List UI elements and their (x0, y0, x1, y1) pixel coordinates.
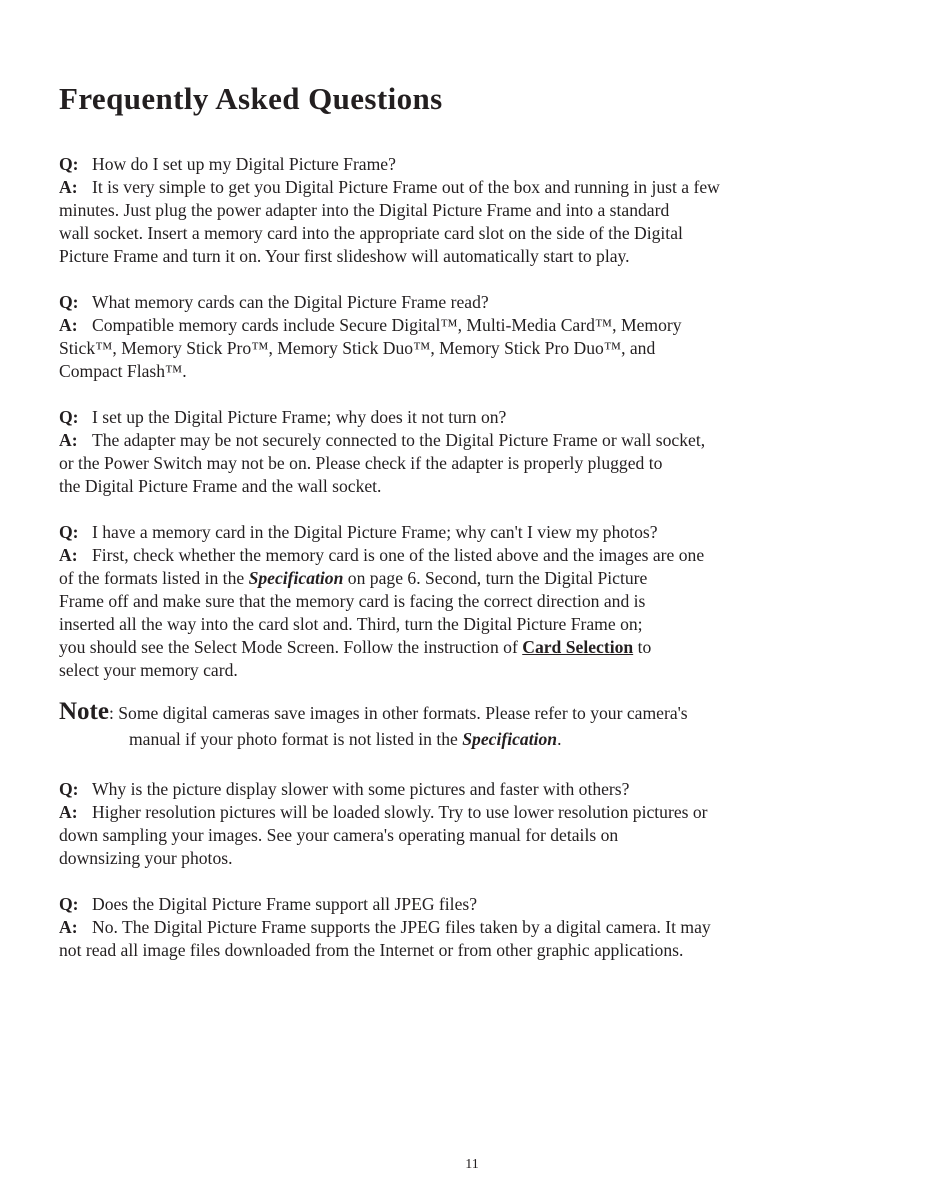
a-label: A: (59, 315, 78, 335)
question-text: I set up the Digital Picture Frame; why does it not turn on? (92, 407, 507, 427)
answer-text: you should see the Select Mode Screen. Follow the instruction of (59, 637, 523, 657)
answer-text: on page 6. Second, turn the Digital Picture (343, 568, 648, 588)
answer-line: No. The Digital Picture Frame supports the JPEG files taken by a digital camera. It may (92, 917, 711, 937)
note-text: : Some digital cameras save images in other formats. Please refer to your camera's (108, 703, 688, 723)
faq-item (59, 521, 909, 682)
q-label: Q: (59, 407, 79, 427)
answer-line: down sampling your images. See your camera's operating manual for details on (59, 825, 619, 845)
answer-line: It is very simple to get you Digital Picture Frame out of the box and running in just a few (92, 177, 720, 197)
answer-line: not read all image files downloaded from the Internet or from other graphic applications. (59, 940, 684, 960)
answer-line: The adapter may be not securely connected to the Digital Picture Frame or wall socket, (92, 430, 706, 450)
answer-line: inserted all the way into the card slot and. Third, turn the Digital Picture Frame on; (59, 614, 643, 634)
q-label: Q: (59, 522, 79, 542)
answer-line: or the Power Switch may not be on. Please check if the adapter is properly plugged to (59, 453, 663, 473)
faq-item (59, 406, 909, 498)
a-label: A: (59, 430, 78, 450)
answer-line: Compatible memory cards include Secure Digital™, Multi-Media Card™, Memory (92, 315, 682, 335)
note (59, 700, 909, 751)
answer-line: the Digital Picture Frame and the wall socket. (59, 476, 382, 496)
faq-item (59, 291, 909, 383)
answer-line: downsizing your photos. (59, 848, 233, 868)
answer-line (59, 567, 909, 590)
answer-line: Frame off and make sure that the memory card is facing the correct direction and is (59, 591, 646, 611)
question-text: Why is the picture display slower with some pictures and faster with others? (92, 779, 630, 799)
note-label: Note (59, 698, 109, 725)
answer (59, 429, 909, 452)
answer (59, 916, 909, 939)
faq-content (59, 153, 909, 985)
question-text: I have a memory card in the Digital Picture Frame; why can't I view my photos? (92, 522, 658, 542)
question (59, 291, 909, 314)
answer-line: Compact Flash™. (59, 361, 187, 381)
q-label: Q: (59, 779, 79, 799)
question (59, 521, 909, 544)
answer-text: of the formats listed in the (59, 568, 249, 588)
answer-line: minutes. Just plug the power adapter into the Digital Picture Frame and into a standard (59, 200, 670, 220)
answer-text: to (633, 637, 652, 657)
answer-line (59, 636, 909, 659)
answer-line: Picture Frame and turn it on. Your first slideshow will automatically start to play. (59, 246, 630, 266)
a-label: A: (59, 802, 78, 822)
answer-line: wall socket. Insert a memory card into the appropriate card slot on the side of the Digital (59, 223, 683, 243)
note-line (59, 728, 909, 751)
page-number: 11 (465, 1157, 479, 1172)
q-label: Q: (59, 894, 79, 914)
question (59, 153, 909, 176)
page-title: Frequently Asked Questions (59, 81, 443, 116)
question (59, 778, 909, 801)
answer-line: Higher resolution pictures will be loaded slowly. Try to use lower resolution pictures or (92, 802, 708, 822)
question-text: How do I set up my Digital Picture Frame? (92, 154, 396, 174)
question (59, 406, 909, 429)
q-label: Q: (59, 292, 79, 312)
question-text: Does the Digital Picture Frame support all JPEG files? (92, 894, 478, 914)
question-text: What memory cards can the Digital Picture Frame read? (92, 292, 489, 312)
note-text: . (557, 729, 562, 749)
answer-line: select your memory card. (59, 660, 238, 680)
answer-line: First, check whether the memory card is one of the listed above and the images are one (92, 545, 705, 565)
answer (59, 801, 909, 824)
answer (59, 314, 909, 337)
answer (59, 176, 909, 199)
answer (59, 544, 909, 567)
faq-item (59, 778, 909, 870)
card-selection-link[interactable]: Card Selection (522, 637, 634, 657)
specification-reference: Specification (248, 568, 344, 588)
faq-item (59, 893, 909, 962)
a-label: A: (59, 177, 78, 197)
faq-item (59, 153, 909, 268)
q-label: Q: (59, 154, 79, 174)
question (59, 893, 909, 916)
specification-reference: Specification (462, 729, 558, 749)
note-text: manual if your photo format is not listed in the (129, 729, 463, 749)
a-label: A: (59, 545, 78, 565)
answer-line: Stick™, Memory Stick Pro™, Memory Stick Duo™, Memory Stick Pro Duo™, and (59, 338, 656, 358)
a-label: A: (59, 917, 78, 937)
